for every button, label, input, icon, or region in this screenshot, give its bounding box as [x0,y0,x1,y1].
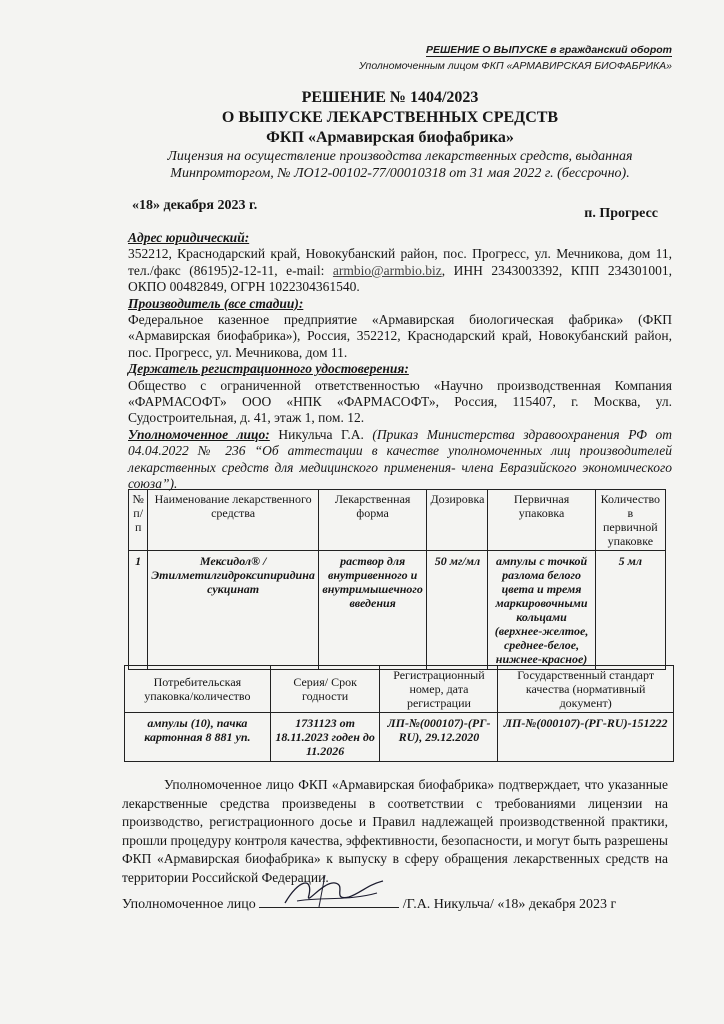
col-name: Наименование лекарственного средства [148,490,319,551]
row-dose: 50 мг/мл [427,551,488,670]
authorized-person-heading: Уполномоченное лицо: [128,426,270,442]
stamp-line-1: РЕШЕНИЕ О ВЫПУСКЕ в гражданский оборот [425,44,672,56]
email-link[interactable]: armbio@armbio.biz [332,262,442,278]
license-info [140,148,660,182]
row-form: раствор для внутривенного и внутримышечного введения [318,551,427,670]
table-row [125,713,674,762]
product-table [128,489,666,670]
manufacturer-section [128,296,672,362]
document-title [110,88,670,148]
holder-section [128,361,672,427]
holder-heading: Держатель регистрационного удостоверения: [128,361,409,377]
authorized-person-order: (Приказ Министерства здравоохранения РФ от 04.04.2022 № 236 “Об аттестации в качестве уполномоченных лиц производителей лекарственных средств для медицинского применения- члена Евразийского экономического союза”). [128,426,673,492]
batch-table-header [125,666,674,713]
signature-label: Уполномоченное лицо [122,897,256,912]
legal-address-heading: Адрес юридический: [128,230,250,245]
handwritten-signature-icon [279,871,389,911]
signature-field [259,893,399,908]
row-qty: 5 мл [595,551,665,670]
title-organization: ФКП «Армавирская биофабрика» [266,129,514,146]
row-num: 1 [129,551,148,670]
col-reg: Регистрационный номер, дата регистрации [380,666,498,713]
manufacturer-text: Федеральное казенное предприятие «Армавирская биологическая фабрика» (ФКП «Армавирская биофабрика»), Россия, 352212, Краснодарский край, Новокубанский район, пос. Прогресс, ул. Мечникова, дом 11. [128,312,672,360]
signature-line [122,893,682,913]
title-subject: О ВЫПУСКЕ ЛЕКАРСТВЕННЫХ СРЕДСТВ [221,109,559,126]
col-qty: Количество в первичной упаковке [595,490,665,551]
row-name: Мексидол® / Этилметилгидроксипиридина сукцинат [148,551,319,670]
table-row [129,551,666,670]
release-stamp [252,42,672,74]
col-series: Серия/ Срок годности [270,666,380,713]
col-package: Первичная упаковка [488,490,595,551]
row-series: 1731123 от 18.11.2023 годен до 11.2026 [270,713,380,762]
document-date: «18» декабря 2023 г. [132,198,258,213]
row-reg: ЛП-№(000107)-(РГ-RU), 29.12.2020 [380,713,498,762]
manufacturer-heading: Производитель (все стадии): [128,295,304,311]
signature-name-date: /Г.А. Никульча/ «18» декабря 2023 г [402,897,617,912]
col-standard: Государственный стандарт качества (нормативный документ) [498,666,674,713]
col-consumer: Потребительская упаковка/количество [125,666,271,713]
legal-address-section [128,230,672,296]
license-line-2: Минпромторгом, № ЛО12-00102-77/00010318 от 31 мая 2022 г. (бессрочно). [170,166,630,181]
col-dose: Дозировка [427,490,488,551]
license-line-1: Лицензия на осуществление производства лекарственных средств, выданная [167,149,633,164]
legal-address-text-pre: 352212, Краснодарский край, Новокубанский район, пос. Прогресс, ул. Мечникова, дом 11, тел./факс (86195)2-12-11, e-mail: [128,246,672,278]
col-num: № п/п [129,490,148,551]
legal-address-text-post: , ИНН 2343003392, КПП 234301001, ОКПО 00482849, ОГРН 1022304361540. [128,262,672,295]
row-standard: ЛП-№(000107)-(РГ-RU)-151222 [498,713,674,762]
authorized-person-section [128,427,672,493]
authorized-person-name: Никульча Г.А. [269,426,373,442]
details-block [128,230,672,493]
conclusion-text: Уполномоченное лицо ФКП «Армавирская биофабрика» подтверждает, что указанные лекарственные средства произведены в соответствии с требованиями лицензии на производство, регистрационного досье и Правил надлежащей производственной практики, прошли процедуру контроля качества, эффективности, безопасности, и могут быть разрешены ФКП «Армавирская биофабрика» к выпуску в сферу обращения лекарственных средств на территории Российской Федерации. [122,777,668,885]
row-consumer: ампулы (10), пачка картонная 8 881 уп. [125,713,271,762]
document-place: п. Прогресс [584,206,658,221]
title-number: РЕШЕНИЕ № 1404/2023 [301,89,479,106]
col-form: Лекарственная форма [318,490,427,551]
stamp-line-2: Уполномоченным лицом ФКП «АРМАВИРСКАЯ БИОФАБРИКА» [358,60,672,72]
holder-text: Общество с ограниченной ответственностью «Научно производственная Компания «ФАРМАСОФТ» ООО «НПК «ФАРМАСОФТ», Россия, 115407, г. Москва, ул. Судостроительная, д. 41, этаж 1, пом. 12. [128,377,672,426]
row-package: ампулы с точкой разлома белого цвета и тремя маркировочными кольцами (верхнее-желтое, среднее-белое, нижнее-красное) [488,551,595,670]
batch-table [124,665,674,762]
product-table-header [129,490,666,551]
